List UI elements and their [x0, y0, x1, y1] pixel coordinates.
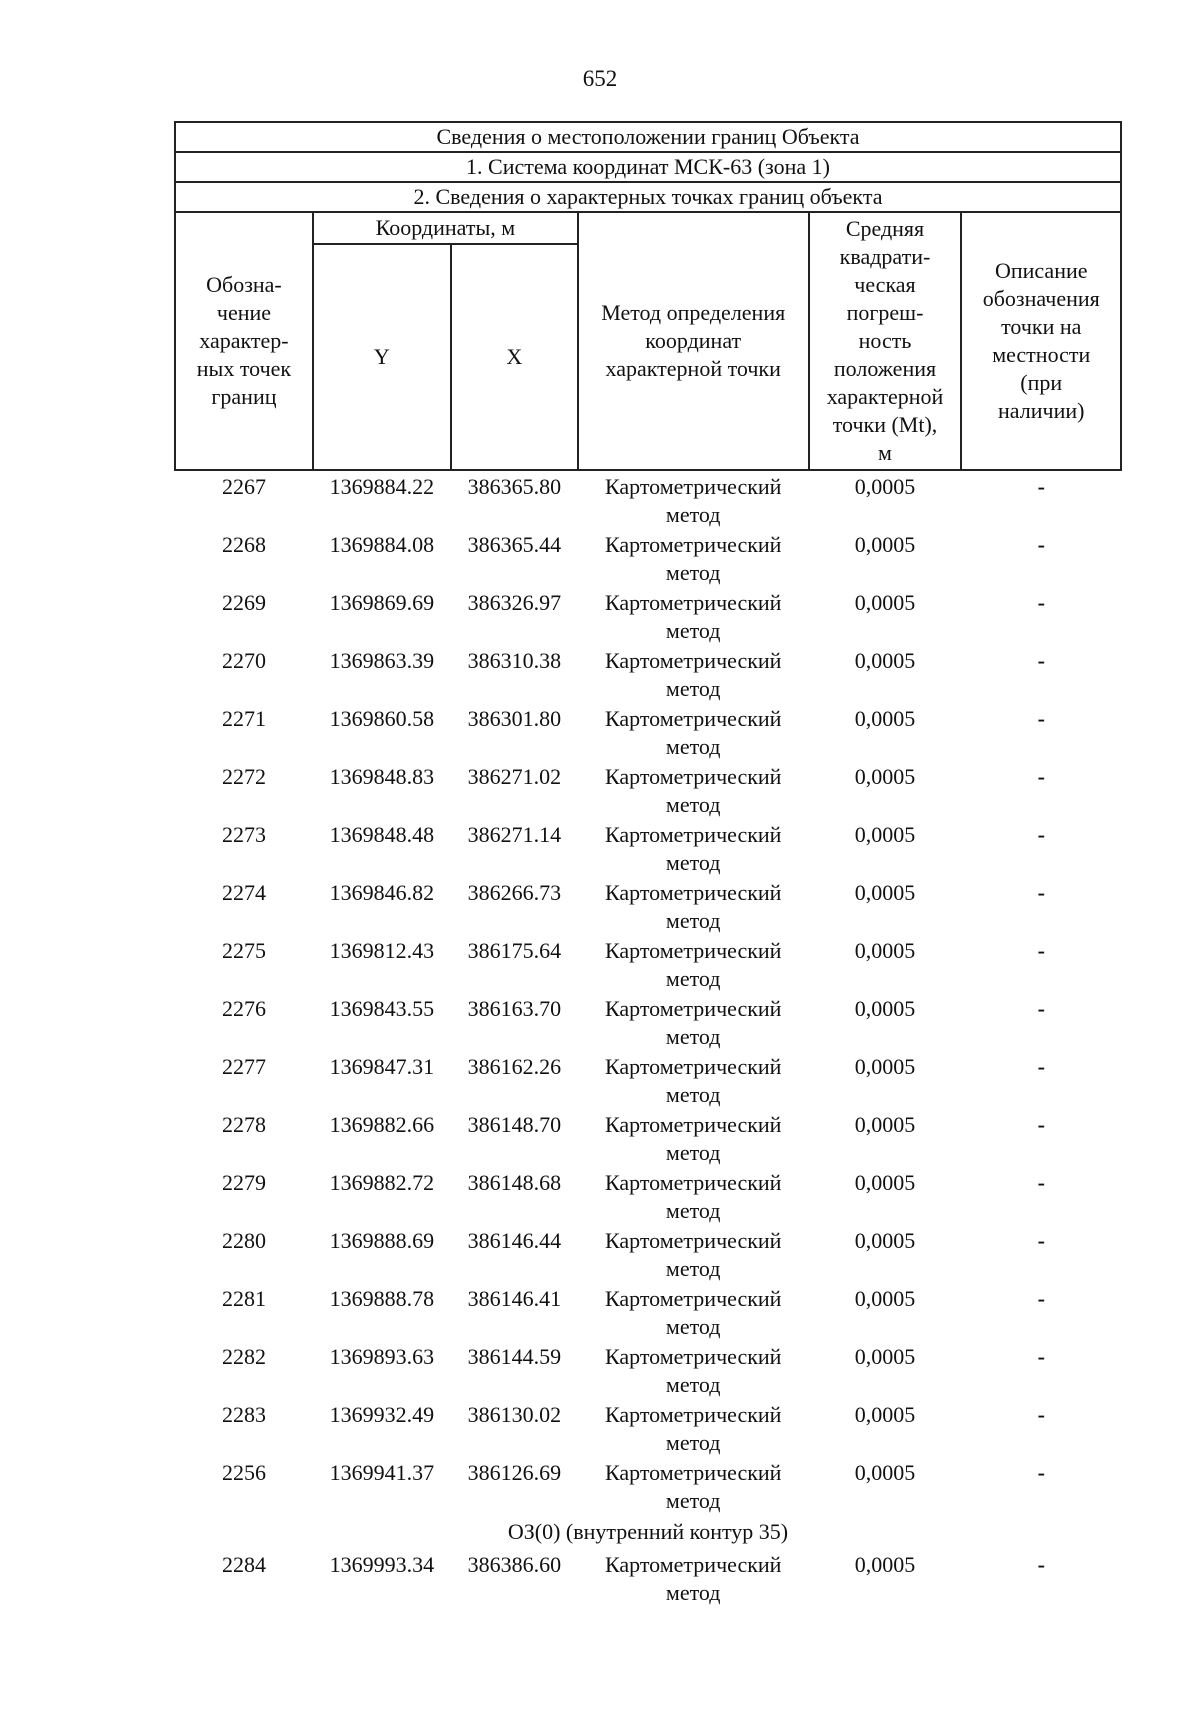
description: - — [1037, 996, 1045, 1021]
section-title: 2. Сведения о характерных точках границ объекта — [175, 182, 1121, 212]
method-line2: метод — [665, 734, 721, 759]
method-line2: метод — [665, 792, 721, 817]
table-row — [175, 1167, 1121, 1225]
method — [578, 1549, 809, 1607]
coordinate-system: 1. Система координат МСК-63 (зона 1) — [175, 152, 1121, 182]
method-line2: метод — [665, 502, 721, 527]
method — [578, 761, 809, 819]
method-line1: Картометрический — [604, 822, 782, 847]
coord-y: 1369848.48 — [329, 822, 435, 847]
description: - — [1037, 938, 1045, 963]
description: - — [1037, 706, 1045, 731]
description: - — [1037, 1286, 1045, 1311]
coord-y: 1369846.82 — [329, 880, 435, 905]
method — [578, 470, 809, 529]
mean-error: 0,0005 — [854, 1460, 916, 1485]
method — [578, 993, 809, 1051]
coord-x: 386148.68 — [467, 1170, 562, 1195]
method — [578, 1225, 809, 1283]
point-id: 2282 — [221, 1344, 266, 1369]
method-line2: метод — [665, 1488, 721, 1513]
description: - — [1037, 822, 1045, 847]
coord-x: 386162.26 — [467, 1054, 562, 1079]
table-row — [175, 1283, 1121, 1341]
table-row — [175, 1399, 1121, 1457]
mean-error: 0,0005 — [854, 1552, 916, 1577]
description: - — [1037, 1170, 1045, 1195]
point-id: 2256 — [221, 1460, 266, 1485]
method-line1: Картометрический — [604, 648, 782, 673]
col-designation-header: Обозна- чение характер- ных точек границ — [175, 212, 313, 470]
col-x-header: X — [451, 244, 578, 470]
coord-y: 1369884.08 — [329, 532, 435, 557]
table-row — [175, 1109, 1121, 1167]
description: - — [1037, 764, 1045, 789]
table-row — [175, 1051, 1121, 1109]
mean-error: 0,0005 — [854, 706, 916, 731]
coordinates-table — [174, 121, 1122, 1607]
point-id: 2268 — [221, 532, 266, 557]
table-row — [175, 1225, 1121, 1283]
method-line1: Картометрический — [604, 1286, 782, 1311]
mean-error: 0,0005 — [854, 648, 916, 673]
coord-y: 1369848.83 — [329, 764, 435, 789]
description: - — [1037, 1228, 1045, 1253]
method — [578, 819, 809, 877]
coord-y: 1369993.34 — [329, 1552, 435, 1577]
method-line1: Картометрический — [604, 938, 782, 963]
method-line1: Картометрический — [604, 532, 782, 557]
method — [578, 645, 809, 703]
description: - — [1037, 648, 1045, 673]
mean-error: 0,0005 — [854, 1402, 916, 1427]
coord-y: 1369882.66 — [329, 1112, 435, 1137]
mean-error: 0,0005 — [854, 1344, 916, 1369]
table-row — [175, 993, 1121, 1051]
description: - — [1037, 1460, 1045, 1485]
method — [578, 1109, 809, 1167]
point-id: 2277 — [221, 1054, 266, 1079]
method — [578, 1457, 809, 1515]
description: - — [1037, 1552, 1045, 1577]
point-id: 2281 — [221, 1286, 266, 1311]
mean-error: 0,0005 — [854, 1286, 916, 1311]
coord-x: 386386.60 — [467, 1552, 562, 1577]
coord-x: 386310.38 — [467, 648, 562, 673]
description: - — [1037, 1054, 1045, 1079]
coord-x: 386365.44 — [467, 532, 562, 557]
mean-error: 0,0005 — [854, 1228, 916, 1253]
col-error-header: Средняя квадрати- ческая погреш- ность положения характерной точки (Mt), м — [809, 212, 962, 470]
coord-y: 1369884.22 — [329, 474, 435, 499]
method — [578, 1283, 809, 1341]
coord-y: 1369888.69 — [329, 1228, 435, 1253]
coord-y: 1369893.63 — [329, 1344, 435, 1369]
description: - — [1037, 590, 1045, 615]
method-line1: Картометрический — [604, 1170, 782, 1195]
subsection-row — [175, 1515, 1121, 1549]
mean-error: 0,0005 — [854, 1112, 916, 1137]
method — [578, 1167, 809, 1225]
coord-x: 386365.80 — [467, 474, 562, 499]
table-title: Сведения о местоположении границ Объекта — [175, 122, 1121, 152]
mean-error: 0,0005 — [854, 590, 916, 615]
table-row — [175, 470, 1121, 529]
coord-x: 386146.41 — [467, 1286, 562, 1311]
point-id: 2274 — [221, 880, 266, 905]
method — [578, 529, 809, 587]
mean-error: 0,0005 — [854, 474, 916, 499]
mean-error: 0,0005 — [854, 532, 916, 557]
table-row — [175, 819, 1121, 877]
method-line1: Картометрический — [604, 1228, 782, 1253]
page-number: 652 — [582, 66, 618, 91]
point-id: 2272 — [221, 764, 266, 789]
coord-x: 386266.73 — [467, 880, 562, 905]
table-row — [175, 1457, 1121, 1515]
point-id: 2270 — [221, 648, 266, 673]
coord-y: 1369863.39 — [329, 648, 435, 673]
point-id: 2271 — [221, 706, 266, 731]
point-id: 2269 — [221, 590, 266, 615]
method-line1: Картометрический — [604, 1402, 782, 1427]
table-row — [175, 1341, 1121, 1399]
coord-y: 1369932.49 — [329, 1402, 435, 1427]
coord-x: 386271.02 — [467, 764, 562, 789]
method-line1: Картометрический — [604, 474, 782, 499]
coord-y: 1369941.37 — [329, 1460, 435, 1485]
coord-x: 386144.59 — [467, 1344, 562, 1369]
method-line1: Картометрический — [604, 1552, 782, 1577]
point-id: 2267 — [221, 474, 266, 499]
method-line2: метод — [665, 676, 721, 701]
mean-error: 0,0005 — [854, 1054, 916, 1079]
method — [578, 1341, 809, 1399]
method-line1: Картометрический — [604, 1112, 782, 1137]
coord-x: 386175.64 — [467, 938, 562, 963]
subsection-title: ОЗ(0) (внутренний контур 35) — [507, 1519, 789, 1544]
method-line2: метод — [665, 1372, 721, 1397]
coord-x: 386271.14 — [467, 822, 562, 847]
description: - — [1037, 474, 1045, 499]
coord-y: 1369869.69 — [329, 590, 435, 615]
method-line2: метод — [665, 1082, 721, 1107]
col-method-header: Метод определения координат характерной точки — [578, 212, 809, 470]
point-id: 2278 — [221, 1112, 266, 1137]
method-line2: метод — [665, 560, 721, 585]
method-line2: метод — [665, 1430, 721, 1455]
col-coords-header: Координаты, м — [313, 212, 578, 244]
table-row — [175, 587, 1121, 645]
table-row — [175, 529, 1121, 587]
coord-y: 1369847.31 — [329, 1054, 435, 1079]
point-id: 2280 — [221, 1228, 266, 1253]
method-line2: метод — [665, 1580, 721, 1605]
method-line1: Картометрический — [604, 996, 782, 1021]
point-id: 2284 — [221, 1552, 266, 1577]
coord-x: 386301.80 — [467, 706, 562, 731]
method-line1: Картометрический — [604, 764, 782, 789]
mean-error: 0,0005 — [854, 880, 916, 905]
method-line1: Картометрический — [604, 706, 782, 731]
method-line2: метод — [665, 1140, 721, 1165]
mean-error: 0,0005 — [854, 764, 916, 789]
mean-error: 0,0005 — [854, 1170, 916, 1195]
description: - — [1037, 1344, 1045, 1369]
table-row — [175, 645, 1121, 703]
coord-x: 386146.44 — [467, 1228, 562, 1253]
method-line2: метод — [665, 618, 721, 643]
coord-y: 1369843.55 — [329, 996, 435, 1021]
coord-x: 386130.02 — [467, 1402, 562, 1427]
coord-x: 386148.70 — [467, 1112, 562, 1137]
table-row — [175, 877, 1121, 935]
method-line1: Картометрический — [604, 590, 782, 615]
method-line2: метод — [665, 1314, 721, 1339]
table-row — [175, 1549, 1121, 1607]
point-id: 2279 — [221, 1170, 266, 1195]
method-line1: Картометрический — [604, 1054, 782, 1079]
point-id: 2273 — [221, 822, 266, 847]
description: - — [1037, 880, 1045, 905]
method — [578, 1399, 809, 1457]
point-id: 2275 — [221, 938, 266, 963]
method-line1: Картометрический — [604, 1344, 782, 1369]
method — [578, 877, 809, 935]
description: - — [1037, 1112, 1045, 1137]
coord-y: 1369812.43 — [329, 938, 435, 963]
table-row — [175, 761, 1121, 819]
coord-y: 1369888.78 — [329, 1286, 435, 1311]
table-row — [175, 935, 1121, 993]
mean-error: 0,0005 — [854, 822, 916, 847]
point-id: 2283 — [221, 1402, 266, 1427]
col-description-header: Описание обозначения точки на местности (при наличии) — [961, 212, 1121, 470]
coord-x: 386326.97 — [467, 590, 562, 615]
method-line2: метод — [665, 1256, 721, 1281]
coord-x: 386126.69 — [467, 1460, 562, 1485]
description: - — [1037, 1402, 1045, 1427]
method-line2: метод — [665, 1024, 721, 1049]
method — [578, 935, 809, 993]
coord-x: 386163.70 — [467, 996, 562, 1021]
method — [578, 703, 809, 761]
description: - — [1037, 532, 1045, 557]
method-line2: метод — [665, 966, 721, 991]
method-line2: метод — [665, 908, 721, 933]
method-line1: Картометрический — [604, 880, 782, 905]
table-row — [175, 703, 1121, 761]
method-line2: метод — [665, 850, 721, 875]
method-line1: Картометрический — [604, 1460, 782, 1485]
mean-error: 0,0005 — [854, 938, 916, 963]
point-id: 2276 — [221, 996, 266, 1021]
col-y-header: Y — [313, 244, 451, 470]
method-line2: метод — [665, 1198, 721, 1223]
coord-y: 1369860.58 — [329, 706, 435, 731]
coord-y: 1369882.72 — [329, 1170, 435, 1195]
method — [578, 587, 809, 645]
mean-error: 0,0005 — [854, 996, 916, 1021]
method — [578, 1051, 809, 1109]
